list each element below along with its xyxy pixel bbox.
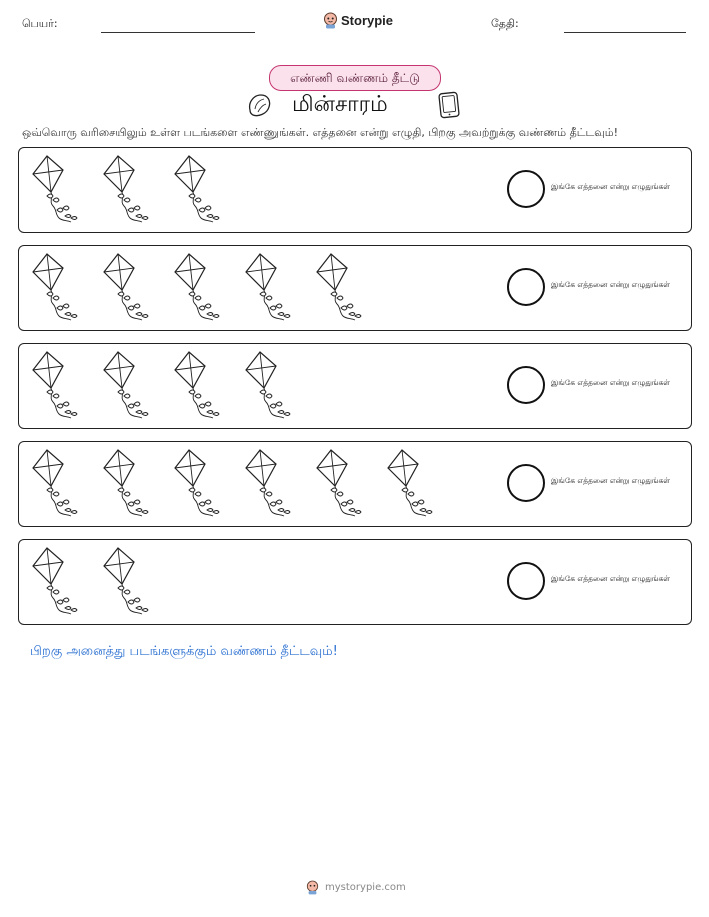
activity-pill: எண்ணி வண்ணம் தீட்டு (269, 65, 441, 91)
counting-row (18, 343, 692, 429)
counting-row (18, 147, 692, 233)
page-title: மின்சாரம் (292, 92, 388, 117)
kite-icon[interactable] (27, 252, 82, 322)
kite-icon[interactable] (98, 154, 153, 224)
kite-icon[interactable] (98, 546, 153, 616)
kite-icon[interactable] (311, 252, 366, 322)
kite-group (27, 350, 295, 422)
answer-label: இங்கே எத்தனை என்று எழுதுங்கள் (551, 476, 671, 485)
kite-group (27, 252, 366, 324)
name-label: பெயர்: (22, 17, 58, 30)
counting-row (18, 245, 692, 331)
kite-icon[interactable] (382, 448, 437, 518)
answer-label: இங்கே எத்தனை என்று எழுதுங்கள் (551, 378, 671, 387)
kite-icon[interactable] (169, 448, 224, 518)
answer-label: இங்கே எத்தனை என்று எழுதுங்கள் (551, 574, 671, 583)
site-footer (306, 880, 406, 895)
site-url: mystorypie.com (325, 882, 406, 893)
kite-icon[interactable] (98, 350, 153, 420)
kite-icon[interactable] (169, 350, 224, 420)
stone-icon (246, 92, 272, 118)
kite-icon[interactable] (27, 448, 82, 518)
answer-circle[interactable] (507, 562, 545, 600)
closing-instruction: பிறகு அனைத்து படங்களுக்கும் வண்ணம் தீட்டவும்! (30, 644, 338, 659)
kite-icon[interactable] (240, 448, 295, 518)
storypie-mascot-icon (306, 880, 319, 895)
kite-group (27, 546, 153, 618)
brand-name: Storypie (341, 13, 394, 28)
counting-row (18, 539, 692, 625)
storypie-mascot-icon (323, 12, 338, 29)
kite-icon[interactable] (169, 252, 224, 322)
instructions-text: ஒவ்வொரு வரிசையிலும் உள்ள படங்களை எண்ணுங்கள். எத்தனை என்று எழுதி, பிறகு அவற்றுக்கு வண்ணம் தீட்டவும்! (22, 126, 619, 139)
kite-icon[interactable] (98, 448, 153, 518)
tablet-icon (437, 91, 461, 119)
answer-circle[interactable] (507, 170, 545, 208)
kite-icon[interactable] (169, 154, 224, 224)
kite-icon[interactable] (240, 350, 295, 420)
answer-circle[interactable] (507, 366, 545, 404)
kite-icon[interactable] (311, 448, 366, 518)
kite-group (27, 448, 437, 520)
kite-icon[interactable] (98, 252, 153, 322)
brand-logo (323, 12, 393, 29)
kite-group (27, 154, 224, 226)
kite-icon[interactable] (27, 350, 82, 420)
kite-icon[interactable] (240, 252, 295, 322)
kite-icon[interactable] (27, 154, 82, 224)
kite-icon[interactable] (27, 546, 82, 616)
date-label: தேதி: (491, 17, 519, 30)
answer-label: இங்கே எத்தனை என்று எழுதுங்கள் (551, 280, 671, 289)
answer-label: இங்கே எத்தனை என்று எழுதுங்கள் (551, 182, 671, 191)
name-line[interactable] (101, 32, 255, 33)
date-line[interactable] (564, 32, 686, 33)
counting-row (18, 441, 692, 527)
answer-circle[interactable] (507, 464, 545, 502)
answer-circle[interactable] (507, 268, 545, 306)
